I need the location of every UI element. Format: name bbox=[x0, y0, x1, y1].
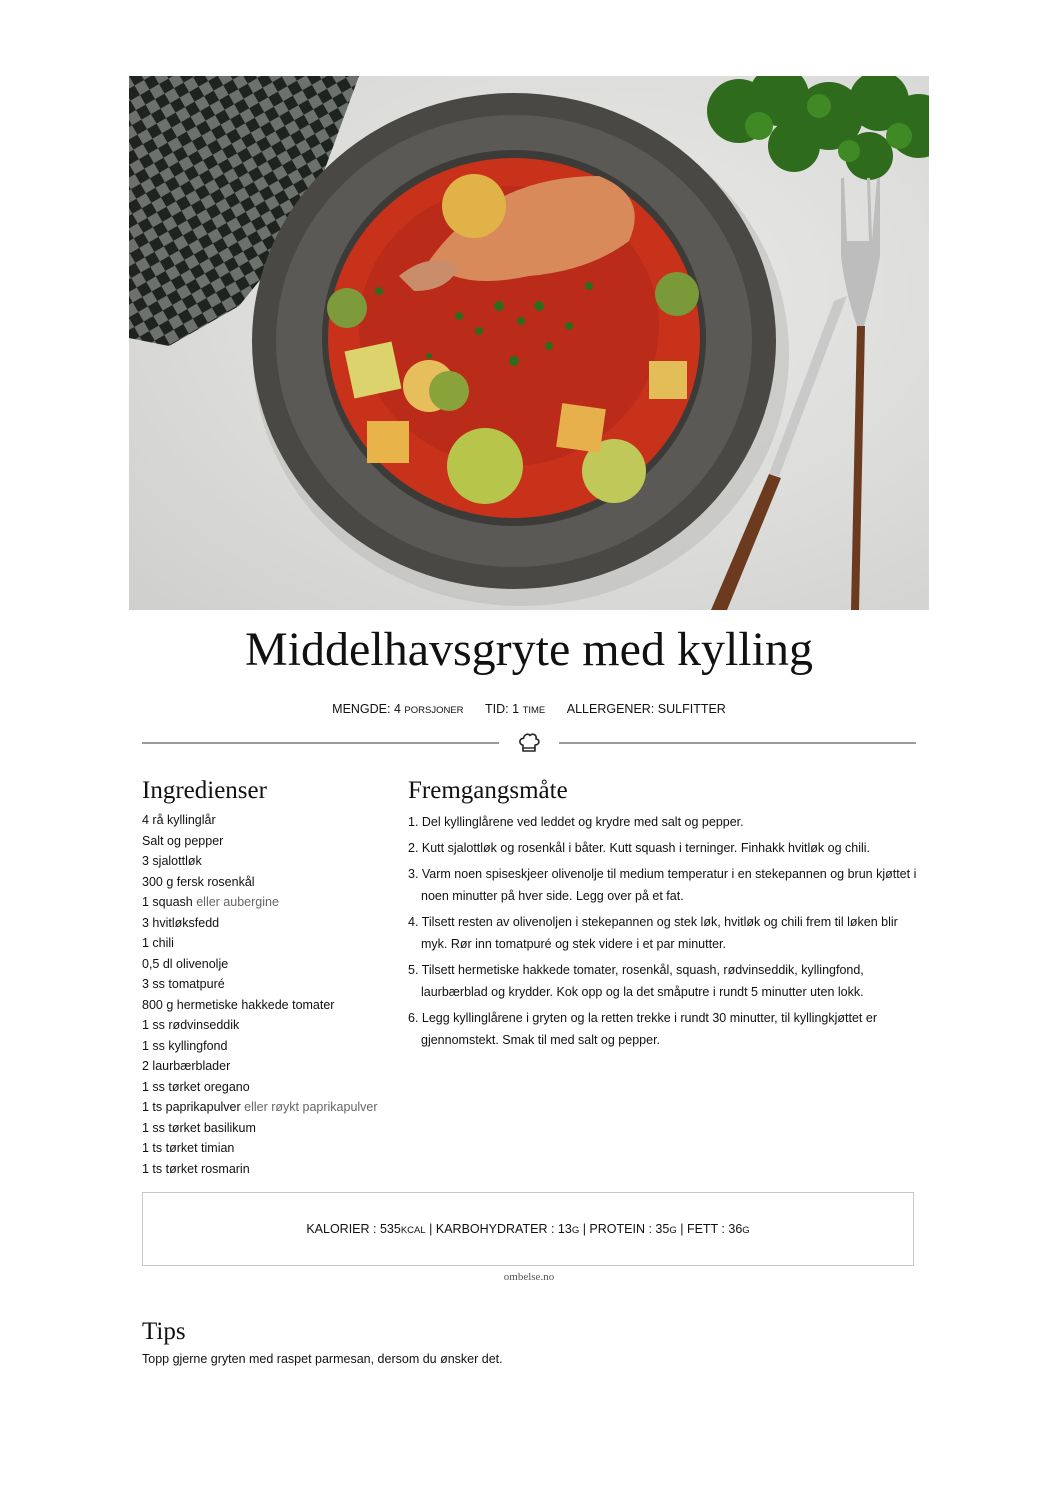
ingredient-item bbox=[142, 1079, 378, 1100]
kcal-unit: KCAL bbox=[400, 1225, 426, 1236]
fat-label: FETT : bbox=[686, 1222, 725, 1236]
ingredient-text: 1 ss tørket basilikum bbox=[142, 1120, 256, 1135]
method-step: 4. Tilsett resten av olivenoljen i stekepannen og stek løk, hvitløk og chili frem til løken blir myk. Rør inn tomatpuré og stek videre i et par minutter. bbox=[408, 915, 898, 951]
stew-illustration bbox=[129, 76, 929, 610]
ingredient-text: Salt og pepper bbox=[142, 833, 224, 848]
ingredient-item bbox=[142, 874, 378, 895]
method-step: 5. Tilsett hermetiske hakkede tomater, rosenkål, squash, rødvinseddik, kyllingfond, laurbærblad og krydder. Kok opp og la det småputre i rundt 5 minutter uten lokk. bbox=[408, 963, 864, 999]
carb-value: 13 bbox=[557, 1222, 572, 1236]
allergens-value: SULFITTER bbox=[657, 702, 726, 716]
ingredient-item bbox=[142, 935, 378, 956]
amount-value: 4 bbox=[393, 702, 401, 716]
ingredient-item bbox=[142, 1017, 378, 1038]
carb-unit: G bbox=[571, 1225, 580, 1236]
kcal-label: KALORIER : bbox=[306, 1222, 377, 1236]
ingredient-text: 3 hvitløksfedd bbox=[142, 915, 220, 930]
separator: | bbox=[680, 1222, 684, 1236]
protein-unit: G bbox=[669, 1225, 677, 1236]
time-unit: TIME bbox=[522, 705, 546, 716]
method-steps bbox=[408, 811, 918, 1055]
separator: | bbox=[582, 1222, 586, 1236]
allergens-label: ALLERGENER: bbox=[566, 702, 655, 716]
time-label: TID: bbox=[485, 702, 509, 716]
fat-value: 36 bbox=[728, 1222, 743, 1236]
time-info bbox=[485, 702, 549, 716]
protein-value: 35 bbox=[655, 1222, 670, 1236]
kcal-value: 535 bbox=[379, 1222, 401, 1236]
ingredient-text: 1 ts tørket rosmarin bbox=[142, 1161, 250, 1176]
ingredient-item bbox=[142, 1058, 378, 1079]
amount-label: MENGDE: bbox=[332, 702, 391, 716]
ingredient-item bbox=[142, 853, 378, 874]
ingredient-text: 4 rå kyllinglår bbox=[142, 813, 216, 827]
ingredient-text: 1 ts paprikapulver bbox=[142, 1100, 241, 1114]
source-link[interactable]: ombelse.no bbox=[503, 1271, 555, 1283]
chef-hat-icon bbox=[517, 732, 541, 754]
ingredient-alternative: eller røykt paprikapulver bbox=[244, 1100, 378, 1114]
ingredient-text: 300 g fersk rosenkål bbox=[142, 874, 255, 889]
ingredient-text: 2 laurbærblader bbox=[142, 1059, 231, 1073]
carb-label: KARBOHYDRATER : bbox=[435, 1222, 555, 1236]
amount-info bbox=[332, 702, 467, 716]
separator: | bbox=[429, 1222, 433, 1236]
ingredient-alternative: eller aubergine bbox=[196, 895, 279, 909]
ingredient-item bbox=[142, 956, 378, 977]
ingredient-item bbox=[142, 833, 378, 854]
divider-right bbox=[559, 742, 916, 744]
recipe-title: Middelhavsgryte med kylling bbox=[245, 623, 813, 676]
ingredient-text: 3 sjalottløk bbox=[142, 854, 202, 868]
recipe-photo bbox=[129, 76, 929, 610]
tips-heading: Tips bbox=[142, 1318, 186, 1345]
ingredient-item bbox=[142, 1099, 378, 1120]
ingredient-item bbox=[142, 1140, 378, 1161]
ingredients-heading: Ingredienser bbox=[142, 777, 267, 804]
ingredient-text: 0,5 dl olivenolje bbox=[142, 956, 229, 971]
method-step: 1. Del kyllinglårene ved leddet og krydre med salt og pepper. bbox=[408, 815, 744, 829]
nutrition-box bbox=[142, 1192, 914, 1266]
ingredient-item bbox=[142, 997, 378, 1018]
nutrition-line bbox=[306, 1222, 749, 1236]
time-value: 1 bbox=[512, 702, 520, 716]
ingredient-text: 1 ss rødvinseddik bbox=[142, 1018, 240, 1032]
amount-unit: PORSJONER bbox=[404, 705, 464, 716]
tips-text: Topp gjerne gryten med raspet parmesan, dersom du ønsker det. bbox=[142, 1352, 503, 1366]
ingredient-item bbox=[142, 976, 378, 997]
ingredient-text: 1 ts tørket timian bbox=[142, 1141, 235, 1155]
ingredient-text: 1 ss kyllingfond bbox=[142, 1038, 228, 1053]
ingredients-list bbox=[142, 812, 378, 1181]
ingredient-text: 1 ss tørket oregano bbox=[142, 1079, 250, 1094]
ingredient-text: 1 chili bbox=[142, 936, 174, 950]
ingredient-text: 3 ss tomatpuré bbox=[142, 977, 225, 991]
method-step: 2. Kutt sjalottløk og rosenkål i båter. Kutt squash i terninger. Finhakk hvitløk og chili. bbox=[408, 841, 871, 855]
ingredient-item bbox=[142, 915, 378, 936]
recipe-meta bbox=[0, 702, 1058, 716]
method-step: 6. Legg kyllinglårene i gryten og la retten trekke i rundt 30 minutter, til kyllingkjøttet er gjennomstekt. Smak til med salt og pepper. bbox=[408, 1011, 877, 1047]
ingredient-item bbox=[142, 812, 378, 833]
protein-label: PROTEIN : bbox=[589, 1222, 652, 1236]
ingredient-text: 800 g hermetiske hakkede tomater bbox=[142, 997, 335, 1012]
method-step: 3. Varm noen spiseskjeer olivenolje til medium temperatur i en stekepannen og brun kjøttet i noen minutter på hver side. Legg over på et fat. bbox=[408, 867, 917, 903]
fat-unit: G bbox=[742, 1225, 750, 1236]
ingredient-text: 1 squash bbox=[142, 895, 193, 909]
method-heading: Fremgangsmåte bbox=[408, 777, 568, 804]
allergens-info bbox=[567, 702, 726, 716]
ingredient-item bbox=[142, 1161, 378, 1182]
ingredient-item bbox=[142, 1120, 378, 1141]
divider-left bbox=[142, 742, 499, 744]
ingredient-item bbox=[142, 1038, 378, 1059]
ingredient-item bbox=[142, 894, 378, 915]
